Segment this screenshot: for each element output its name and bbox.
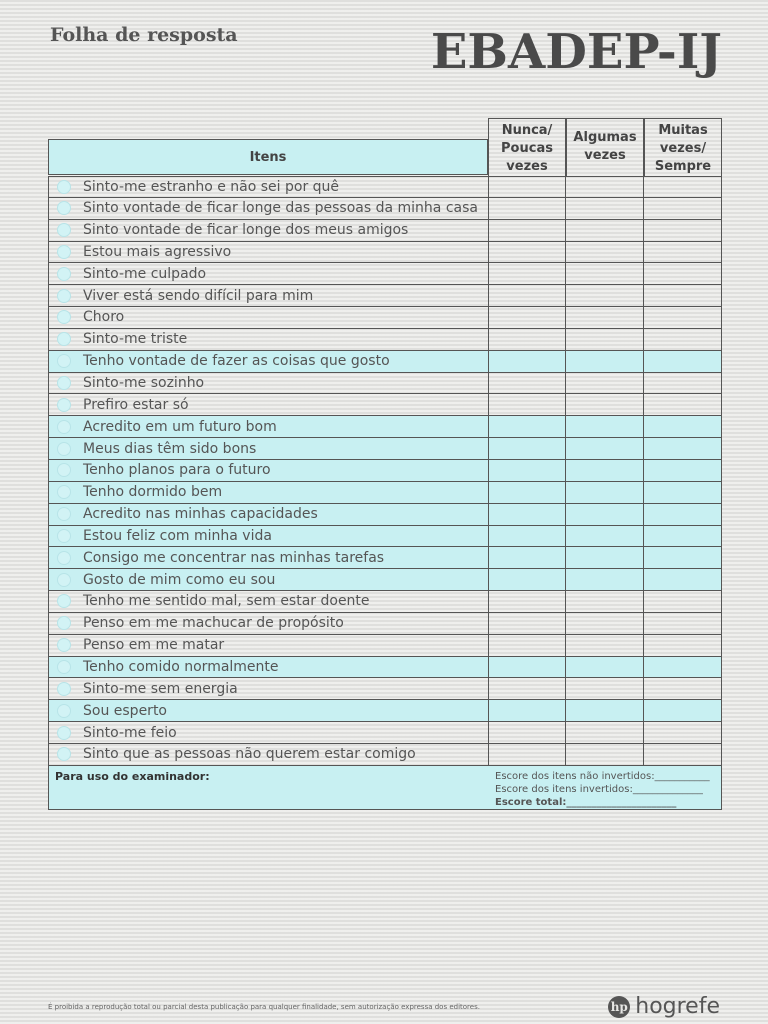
item-cell xyxy=(49,700,488,721)
table-row xyxy=(49,373,721,395)
answer-cell-always[interactable] xyxy=(643,569,721,590)
answer-cell-never[interactable] xyxy=(488,613,566,634)
table-row xyxy=(49,438,721,460)
bullet-circle-icon xyxy=(57,638,71,652)
answer-cell-sometimes[interactable] xyxy=(565,198,643,219)
column-header-sometimes: Algumas vezes xyxy=(566,118,644,176)
answer-cell-sometimes[interactable] xyxy=(565,504,643,525)
table-row xyxy=(49,263,721,285)
examiner-label: Para uso do examinador: xyxy=(55,769,210,783)
table-row xyxy=(49,482,721,504)
bullet-circle-icon xyxy=(57,201,71,215)
table-row xyxy=(49,329,721,351)
score-not-inverted[interactable]: Escore dos itens não invertidos:___________ xyxy=(495,770,710,782)
answer-cell-sometimes[interactable] xyxy=(565,678,643,699)
bullet-circle-icon xyxy=(57,507,71,521)
table-row xyxy=(49,198,721,220)
bullet-circle-icon xyxy=(57,660,71,674)
score-inverted[interactable]: Escore dos itens invertidos:______________ xyxy=(495,783,703,795)
answer-cell-never[interactable] xyxy=(488,307,566,328)
item-text: Consigo me concentrar nas minhas tarefas xyxy=(83,549,385,566)
item-text: Tenho vontade de fazer as coisas que gosto xyxy=(83,353,390,370)
answer-cell-always[interactable] xyxy=(643,394,721,415)
publisher-name: hogrefe xyxy=(635,994,720,1019)
bullet-circle-icon xyxy=(57,289,71,303)
table-row xyxy=(49,351,721,373)
answer-cell-sometimes[interactable] xyxy=(565,220,643,241)
copyright-notice: É proibida a reprodução total ou parcial desta publicação para qualquer finalidade, sem autorização expressa dos editores. xyxy=(48,1003,480,1011)
item-text: Acredito em um futuro bom xyxy=(83,418,277,435)
item-cell xyxy=(49,569,488,590)
answer-cell-always[interactable] xyxy=(643,504,721,525)
item-cell xyxy=(49,678,488,699)
answer-cell-always[interactable] xyxy=(643,329,721,350)
item-text: Penso em me matar xyxy=(83,637,225,654)
item-cell xyxy=(49,438,488,459)
item-text: Sinto-me sozinho xyxy=(83,375,205,392)
answer-cell-never[interactable] xyxy=(488,177,566,197)
answer-cell-never[interactable] xyxy=(488,591,566,612)
answer-cell-sometimes[interactable] xyxy=(565,526,643,547)
bullet-circle-icon xyxy=(57,180,71,194)
bullet-circle-icon xyxy=(57,310,71,324)
answer-cell-never[interactable] xyxy=(488,438,566,459)
answer-cell-sometimes[interactable] xyxy=(565,438,643,459)
answer-cell-never[interactable] xyxy=(488,416,566,437)
answer-cell-always[interactable] xyxy=(643,460,721,481)
answer-cell-sometimes[interactable] xyxy=(565,657,643,678)
bullet-circle-icon xyxy=(57,747,71,761)
item-text: Sinto-me culpado xyxy=(83,265,207,282)
table-row xyxy=(49,242,721,264)
table-row xyxy=(49,176,721,198)
bullet-circle-icon xyxy=(57,726,71,740)
answer-cell-always[interactable] xyxy=(643,700,721,721)
item-cell xyxy=(49,547,488,568)
answer-cell-always[interactable] xyxy=(643,198,721,219)
bullet-circle-icon xyxy=(57,594,71,608)
table-row xyxy=(49,504,721,526)
table-row xyxy=(49,394,721,416)
answer-cell-never[interactable] xyxy=(488,220,566,241)
bullet-circle-icon xyxy=(57,485,71,499)
item-cell xyxy=(49,657,488,678)
answer-cell-always[interactable] xyxy=(643,438,721,459)
answer-cell-sometimes[interactable] xyxy=(565,613,643,634)
table-row xyxy=(49,460,721,482)
item-cell xyxy=(49,307,488,328)
table-row xyxy=(49,635,721,657)
item-cell xyxy=(49,242,488,263)
table-row xyxy=(49,613,721,635)
answer-cell-sometimes[interactable] xyxy=(565,285,643,306)
answer-cell-sometimes[interactable] xyxy=(565,394,643,415)
item-cell xyxy=(49,285,488,306)
table-row xyxy=(49,744,721,766)
bullet-circle-icon xyxy=(57,223,71,237)
score-total[interactable]: Escore total:______________________ xyxy=(495,796,677,808)
answer-cell-sometimes[interactable] xyxy=(565,722,643,743)
answer-cell-always[interactable] xyxy=(643,635,721,656)
answer-cell-never[interactable] xyxy=(488,482,566,503)
item-cell xyxy=(49,329,488,350)
table-row xyxy=(49,591,721,613)
answer-cell-sometimes[interactable] xyxy=(565,177,643,197)
answer-cell-sometimes[interactable] xyxy=(565,482,643,503)
item-cell xyxy=(49,526,488,547)
item-text: Sinto vontade de ficar longe das pessoas da minha casa xyxy=(83,200,478,217)
examiner-section xyxy=(48,766,722,810)
answer-cell-never[interactable] xyxy=(488,678,566,699)
item-cell xyxy=(49,744,488,765)
item-text: Sou esperto xyxy=(83,702,167,719)
answer-cell-always[interactable] xyxy=(643,722,721,743)
item-text: Tenho me sentido mal, sem estar doente xyxy=(83,593,370,610)
bullet-circle-icon xyxy=(57,616,71,630)
answer-cell-never[interactable] xyxy=(488,460,566,481)
table-row xyxy=(49,285,721,307)
bullet-circle-icon xyxy=(57,245,71,259)
item-cell xyxy=(49,394,488,415)
answer-cell-never[interactable] xyxy=(488,700,566,721)
answer-cell-sometimes[interactable] xyxy=(565,635,643,656)
bullet-circle-icon xyxy=(57,573,71,587)
publisher-logo xyxy=(608,994,720,1019)
answer-cell-sometimes[interactable] xyxy=(565,263,643,284)
item-text: Prefiro estar só xyxy=(83,396,189,413)
answer-cell-never[interactable] xyxy=(488,657,566,678)
column-header-always: Muitas vezes/ Sempre xyxy=(644,118,722,176)
answer-cell-sometimes[interactable] xyxy=(565,591,643,612)
bullet-circle-icon xyxy=(57,376,71,390)
answer-cell-always[interactable] xyxy=(643,744,721,765)
item-text: Estou feliz com minha vida xyxy=(83,527,272,544)
table-row xyxy=(49,220,721,242)
answer-cell-always[interactable] xyxy=(643,657,721,678)
bullet-circle-icon xyxy=(57,420,71,434)
item-text: Penso em me machucar de propósito xyxy=(83,615,344,632)
item-text: Sinto que as pessoas não querem estar comigo xyxy=(83,746,416,763)
item-text: Sinto-me feio xyxy=(83,724,177,741)
answer-cell-sometimes[interactable] xyxy=(565,569,643,590)
item-text: Tenho dormido bem xyxy=(83,484,223,501)
answer-cell-always[interactable] xyxy=(643,482,721,503)
item-cell xyxy=(49,722,488,743)
item-cell xyxy=(49,263,488,284)
item-cell xyxy=(49,351,488,372)
answer-cell-always[interactable] xyxy=(643,373,721,394)
answer-cell-never[interactable] xyxy=(488,744,566,765)
answer-cell-sometimes[interactable] xyxy=(565,373,643,394)
item-cell xyxy=(49,635,488,656)
answer-cell-sometimes[interactable] xyxy=(565,700,643,721)
table-row xyxy=(49,722,721,744)
item-cell xyxy=(49,482,488,503)
item-rows xyxy=(48,176,722,766)
answer-cell-never[interactable] xyxy=(488,373,566,394)
document-title: EBADEP-IJ xyxy=(430,24,722,80)
answer-cell-never[interactable] xyxy=(488,394,566,415)
bullet-circle-icon xyxy=(57,354,71,368)
item-text: Acredito nas minhas capacidades xyxy=(83,506,318,523)
table-row xyxy=(49,678,721,700)
bullet-circle-icon xyxy=(57,704,71,718)
answer-cell-always[interactable] xyxy=(643,351,721,372)
answer-cell-always[interactable] xyxy=(643,526,721,547)
item-cell xyxy=(49,591,488,612)
answer-cell-always[interactable] xyxy=(643,177,721,197)
answer-cell-sometimes[interactable] xyxy=(565,242,643,263)
table-row xyxy=(49,526,721,548)
answer-cell-sometimes[interactable] xyxy=(565,744,643,765)
bullet-circle-icon xyxy=(57,267,71,281)
answer-cell-always[interactable] xyxy=(643,242,721,263)
answer-cell-always[interactable] xyxy=(643,220,721,241)
answer-cell-never[interactable] xyxy=(488,285,566,306)
answer-cell-never[interactable] xyxy=(488,635,566,656)
item-text: Sinto vontade de ficar longe dos meus amigos xyxy=(83,222,409,239)
form-subtitle: Folha de resposta xyxy=(50,24,238,46)
item-text: Estou mais agressivo xyxy=(83,243,232,260)
answer-cell-never[interactable] xyxy=(488,569,566,590)
answer-cell-sometimes[interactable] xyxy=(565,460,643,481)
answer-cell-never[interactable] xyxy=(488,547,566,568)
bullet-circle-icon xyxy=(57,332,71,346)
answer-cell-always[interactable] xyxy=(643,285,721,306)
item-cell xyxy=(49,416,488,437)
answer-table xyxy=(48,118,722,810)
answer-cell-always[interactable] xyxy=(643,678,721,699)
answer-cell-always[interactable] xyxy=(643,613,721,634)
examiner-scores xyxy=(495,770,710,809)
answer-cell-never[interactable] xyxy=(488,242,566,263)
answer-cell-always[interactable] xyxy=(643,547,721,568)
bullet-circle-icon xyxy=(57,529,71,543)
table-row xyxy=(49,700,721,722)
item-cell xyxy=(49,373,488,394)
answer-cell-always[interactable] xyxy=(643,416,721,437)
item-text: Tenho comido normalmente xyxy=(83,658,279,675)
item-cell xyxy=(49,460,488,481)
answer-cell-never[interactable] xyxy=(488,526,566,547)
item-text: Viver está sendo difícil para mim xyxy=(83,287,314,304)
item-text: Choro xyxy=(83,309,125,326)
table-row xyxy=(49,416,721,438)
item-cell xyxy=(49,613,488,634)
answer-cell-never[interactable] xyxy=(488,351,566,372)
item-text: Sinto-me triste xyxy=(83,331,188,348)
item-text: Tenho planos para o futuro xyxy=(83,462,271,479)
item-cell xyxy=(49,198,488,219)
item-cell xyxy=(49,504,488,525)
bullet-circle-icon xyxy=(57,463,71,477)
answer-cell-sometimes[interactable] xyxy=(565,547,643,568)
answer-cell-never[interactable] xyxy=(488,198,566,219)
table-row xyxy=(49,307,721,329)
table-row xyxy=(49,569,721,591)
table-header xyxy=(48,118,722,176)
items-header: Itens xyxy=(48,139,488,175)
answer-cell-sometimes[interactable] xyxy=(565,416,643,437)
item-text: Sinto-me sem energia xyxy=(83,680,238,697)
answer-cell-sometimes[interactable] xyxy=(565,329,643,350)
bullet-circle-icon xyxy=(57,442,71,456)
column-header-never: Nunca/ Poucas vezes xyxy=(488,118,566,176)
table-row xyxy=(49,547,721,569)
answer-cell-never[interactable] xyxy=(488,504,566,525)
answer-cell-sometimes[interactable] xyxy=(565,351,643,372)
bullet-circle-icon xyxy=(57,398,71,412)
item-text: Gosto de mim como eu sou xyxy=(83,571,276,588)
answer-cell-never[interactable] xyxy=(488,329,566,350)
answer-cell-never[interactable] xyxy=(488,263,566,284)
answer-cell-always[interactable] xyxy=(643,263,721,284)
item-cell xyxy=(49,177,488,197)
answer-cell-sometimes[interactable] xyxy=(565,307,643,328)
answer-cell-always[interactable] xyxy=(643,591,721,612)
item-text: Meus dias têm sido bons xyxy=(83,440,257,457)
bullet-circle-icon xyxy=(57,551,71,565)
answer-cell-always[interactable] xyxy=(643,307,721,328)
item-cell xyxy=(49,220,488,241)
table-row xyxy=(49,657,721,679)
item-text: Sinto-me estranho e não sei por quê xyxy=(83,178,340,195)
hogrefe-logo-icon: hp xyxy=(608,996,630,1018)
answer-cell-never[interactable] xyxy=(488,722,566,743)
bullet-circle-icon xyxy=(57,682,71,696)
